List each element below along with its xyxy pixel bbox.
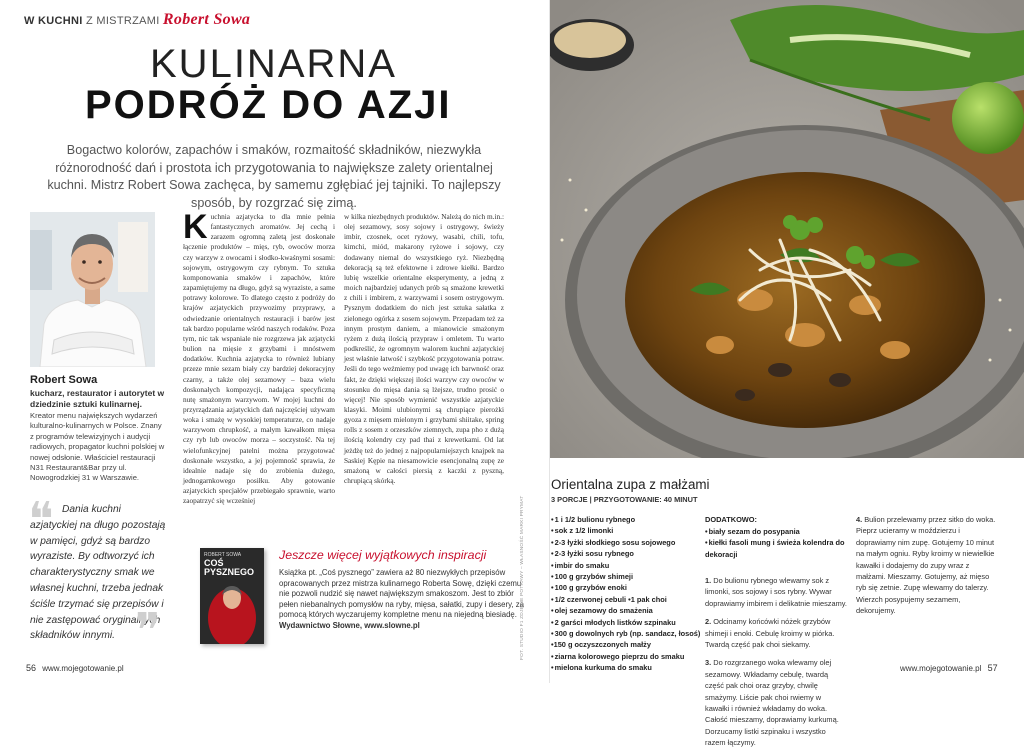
- book-cover: [200, 548, 264, 644]
- dish-photo: [550, 0, 1024, 458]
- photo-credit: [520, 450, 528, 660]
- title-line-1: KULINARNA: [150, 42, 397, 86]
- title-line-2: PODRÓŻ DO AZJI: [85, 83, 452, 127]
- lead-paragraph: Bogactwo kolorów, zapachów i smaków, rozmaitość składników, niezwykła różnorodność dań i prostota ich przygotowania to największe zalety orientalnej kuchni. Mistrz Robert Sowa zachęca, by samemu zgłębiać jej tajniki. To najlepszy sposób, by rozgrzać się zimą.: [47, 143, 501, 210]
- book-title: COŚ PYSZNEGO: [204, 558, 255, 577]
- ingredient-item: • olej sezamowy do smażenia: [551, 605, 701, 616]
- article-text-1: uchnia azjatycka to dla mnie pełnia fantastycznych aromatów. Jej cechą i zarazem ogromną zaletą jest doskonałe łączenie produktów – mięs, ryb, owoców morza czy warzyw z owocami i słodko-kwaśnymi sosami: sojowym, ostrygowym czy rybnym. To sztuka komponowania smaków i zapachów, które zapamiętujemy na długo, gdyż są wyraziste, a same potrawy kolorowe. To dlatego często z podróży do krajów azjatyckich przywozimy przyprawy, a odwiedzanie orientalnych restauracji i barów jest tak bardzo popularne wśród naszych rodaków. Poza tym, nic tak wspaniale nie rozgrzewa jak azjatycki bulion na mięsie z grzybami i mnóstwem dodatków. Kuchnia azjatycka to również lubiany przeze mnie sezam biały czy bardziej dekoracyjny czarny, a także olej sezamowy – baza wielu doskonałych kompozycji, nadająca specyficzną nutę smażonym warzywom. W mojej kuchni do przyrządzania azjatyckich dań najczęściej używam woka i smażę w wysokiej temperaturze, co nadaje warzywom chrupkość, a małym kawałkom mięsa czy ryb lub owoców morza – soczystość. Na tej wielofunkcyjnej patelni można przygotować doskonałe wszystko, a jej pojemność sprawia, że idealnie nadaje się do zrobienia dużego, jednogarnkowego posiłku. Aby gotowanie azjatyckich specjałów przebiegało sprawnie, warto zaopatrzyć się wcześniej: [183, 212, 335, 506]
- ingredient-item: • sok z 1/2 limonki: [551, 525, 701, 536]
- steps-column-right: [856, 514, 998, 624]
- recipe-meta: 3 PORCJE | PRZYGOTOWANIE: 40 MINUT: [551, 495, 698, 504]
- step-text: Do bulionu rybnego wlewamy sok z limonki, sos sojowy i sos rybny. Wywar doprawiamy imbirem i delikatnie mieszamy.: [705, 576, 847, 608]
- recipe-step: [705, 575, 847, 609]
- ingredient-item: • 1/2 czerwonej cebuli •1 pak choi: [551, 594, 701, 605]
- step-number: 1.: [705, 576, 712, 585]
- quote-close-mark: ❞: [135, 605, 161, 658]
- recipe-step: [705, 616, 847, 650]
- step-number: 4.: [856, 515, 863, 524]
- url-right: www.mojegotowanie.pl: [900, 664, 982, 673]
- url-left: www.mojegotowanie.pl: [42, 664, 124, 673]
- step-text: Do rozgrzanego woka wlewamy olej sezamowy. Wkładamy cebulę, twardą część pak choi oraz grzyby, chwilę smażymy. Liście pak choi rwiemy w kawałki i również wkładamy do woka. Całość mieszamy, doprawiamy kurkumą. Dorzucamy listki szpinaku i wszystko razem łączymy.: [705, 658, 839, 748]
- folio-left: [26, 663, 124, 673]
- ingredient-item: • 1 i 1/2 bulionu rybnego: [551, 514, 701, 525]
- page-number-left: 56: [26, 663, 37, 673]
- step-number: 2.: [705, 617, 712, 627]
- ingredient-item: • ziarna kolorowego pieprzu do smaku: [551, 651, 701, 662]
- author-bio: Kreator menu największych wydarzeń kulturalno-kulinarnych w Polsce. Znany z programów telewizyjnych i audycji radiowych, propagator kuchni polskiej w nowej odsłonie. Właściciel restauracji N31 Restaurant&Bar przy ul. Nowogrodzkiej 31 w Warszawie.: [30, 411, 165, 483]
- recipe-step: [705, 657, 847, 748]
- recipe-title: Orientalna zupa z małżami: [551, 477, 710, 492]
- promo-title: Jeszcze więcej wyjątkowych inspiracji: [279, 548, 487, 562]
- steps-column-middle: [705, 575, 847, 756]
- kicker-bold: W KUCHNI: [24, 15, 83, 27]
- drop-cap: K: [183, 208, 208, 246]
- author-portrait: [30, 212, 155, 367]
- author-role: kucharz, restaurator i autorytet w dziedzinie sztuki kulinarnej.: [30, 388, 165, 409]
- promo-body: Książka pt. „Coś pysznego” zawiera aż 80 niezwykłych przepisów opracowanych przez mistrza kulinarnego Roberta Sowę, dzięki czemu nie pozwoli nudzić się nawet największym smakoszom. Jest to zbiór pełen niebanalnych pomysłów na ryby, mięsa, sałatki, zupy i desery, za pomocą których wyczarujemy kompletne menu na niejedną biesiadę.: [279, 568, 524, 620]
- soup-bowl-illustration: [550, 0, 1024, 458]
- extra-item: • biały sezam do posypania: [705, 526, 855, 537]
- chef-illustration: [30, 212, 155, 367]
- step-number: 3.: [705, 658, 712, 668]
- ingredient-item: • 100 g grzybów shimeji: [551, 571, 701, 582]
- article-column-2: w kilka niezbędnych produktów. Należą do nich m.in.: olej sezamowy, sosy sojowy i ostrygowy, świeży imbir, czosnek, ocet ryżowy, wasabi, chili, tofu, kimchi, miód, makarony ryżowe i sojowy, czy dodawany niemal do wszystkiego ryż. Niezbędną dekoracją są też efektowne i zdrowe kiełki. Bardzo lubię wszelkie orientalne eksperymenty, a jedną z moich najbardziej udanych prób są smażone krewetki z chili i imbirem, z warzywami i sosem ostrygowym. Pysznym dodatkiem do nich jest sztuka sałatka z zielonego ogórka z sosem sojowym. Przepadam też za innym prostym daniem, a mianowicie smażonym ryżem z dużą ilością przypraw i omletem. Tu warto podkreślić, że ogromnym walorem kuchni azjatyckiej jest właśnie łatwość i szybkość przygotowania potraw. Jeśli do tego weźmiemy pod uwagę ich barwność oraz fakt, że dzięki większej ilości warzyw czy owoców w stosunku do mięsa dania są lżejsze, trudno prosić o więcej! Nie sposób wymienić wszystkie azjatyckie klasyki. Moimi ulubionymi są chrupiące pierożki gyoza z mięsem mielonym i grzybami shiitake, spring rolls z sosem z orzeszków ziemnych, zupa pho z dużą ilością kolendry czy pad thai z krewetkami. Od lat jeżdżę też do jednej z najpopularniejszych knajpek na Saskiej Kępie na niesamowicie esencjonalną zupę ze smażoną w całości piersią z kaczki z pyszną, chrupiącą skórką.: [344, 212, 504, 486]
- ingredient-item: • 2 garści młodych listków szpinaku: [551, 617, 701, 628]
- section-kicker: [24, 11, 250, 29]
- ingredient-item: • 100 g grzybów enoki: [551, 582, 701, 593]
- recipe-step: [856, 514, 998, 617]
- article-column-1: [183, 208, 335, 507]
- ingredient-item: • imbir do smaku: [551, 560, 701, 571]
- ingredient-list: [551, 514, 701, 674]
- step-text: Bulion przelewamy przez sitko do woka. Pieprz ucieramy w moździerzu i doprawiamy nim zupę. Gotujemy 10 minut na małym ogniu. Ryby kroimy w niewielkie kawałki i dodajemy do zupy wraz z małżami. Mieszamy. Gotujemy, aż mięso ryb się zetnie. Zupę wlewamy do talerzy. Wierzch posypujemy sezamem, dekorujemy.: [856, 515, 996, 616]
- author-name: Robert Sowa: [30, 374, 98, 386]
- quote-open-mark: ❝: [28, 494, 54, 547]
- kicker-light: Z MISTRZAMI: [85, 15, 160, 27]
- step-text: Odcinamy końcówki nóżek grzybów shimeji i enoki. Cebulę kroimy w piórka. Twardą część pak choi siekamy.: [705, 617, 835, 650]
- extras-list: [705, 526, 855, 560]
- ingredient-item: • 300 g dowolnych ryb (np. sandacz, łosoś) •150 g oczyszczonych małży: [551, 628, 701, 651]
- ingredient-item: • 2-3 łyżki słodkiego sosu sojowego: [551, 537, 701, 548]
- ingredient-item: • mielona kurkuma do smaku: [551, 662, 701, 673]
- page-number-right: 57: [987, 663, 998, 673]
- extras-heading: DODATKOWO:: [705, 515, 757, 524]
- promo-text: [279, 568, 529, 632]
- book-author: ROBERT SOWA: [204, 552, 242, 558]
- folio-right: [900, 663, 998, 673]
- extra-item: • kiełki fasoli mung i świeża kolendra do dekoracji: [705, 537, 855, 560]
- promo-publisher: Wydawnictwo Słowne, www.slowne.pl: [279, 620, 420, 630]
- pull-quote: Dania kuchni azjatyckiej na długo pozostają w pamięci, gdyż są bardzo wyraziste. By odtworzyć ich charakterystyczny smak we własnej kuchni, trzeba jednak ściśle trzymać się przepisów i nie zastępować oryginalnych składników innymi.: [30, 504, 166, 642]
- kicker-signature: Robert Sowa: [162, 11, 251, 28]
- photo-credit-text: FOT. STUDIO F1 ZDJĘCIE POTRAWY – WŁASNOŚĆ MARKI PRYMAT: [520, 495, 525, 660]
- ingredient-item: • 2-3 łyżki sosu rybnego: [551, 548, 701, 559]
